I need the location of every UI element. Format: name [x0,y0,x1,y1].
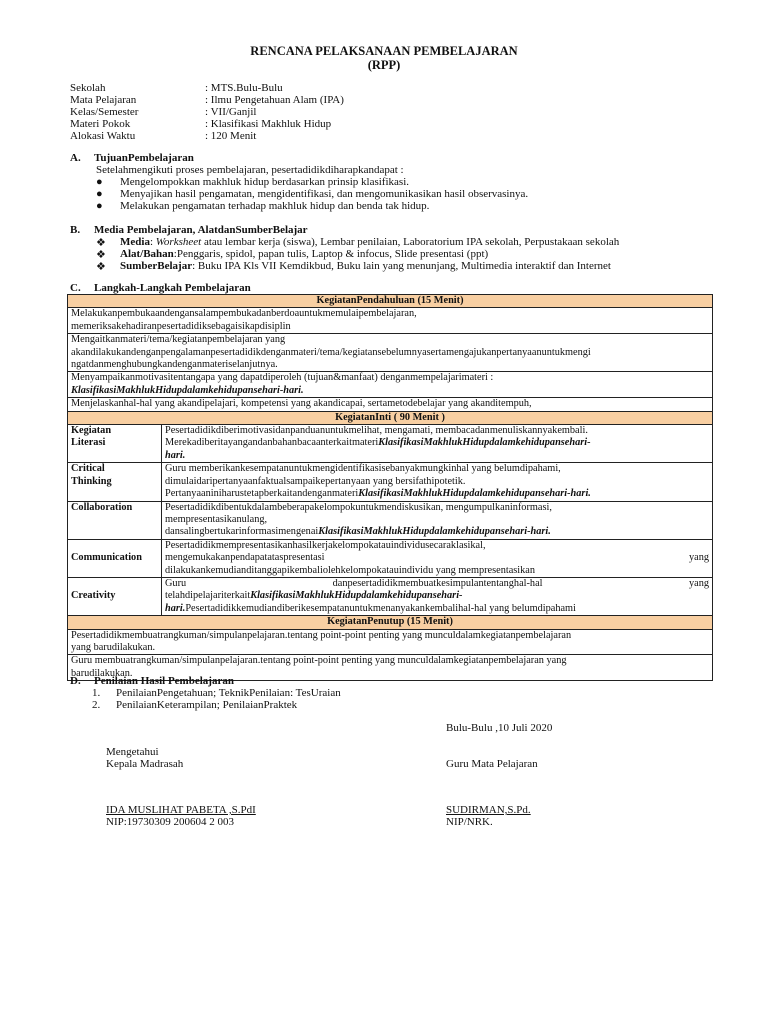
section-title: Media Pembelajaran, AlatdanSumberBelajar [94,224,308,236]
table-row: Mengaitkanmateri/tema/kegiatanpembelajaran yang akandilakukandenganpengalamanpesertadidikdenganmateri/tema/kegiatansebelumnyasertamengajukanpertanyaanuntukmengi ngatdanmenghubungkandenganmateriselanjutnya. [68,334,713,372]
penutup-header: KegiatanPenutup (15 Menit) [68,616,713,629]
table-row: Menjelaskanhal-hal yang akandipelajari, kompetensi yang akandicapai, sertametodebelajar yang akanditempuh, [68,398,713,411]
identity-label: Kelas/Semester [70,106,139,118]
table-row [68,577,713,615]
section-letter: C. [70,282,81,294]
teacher-name: SUDIRMAN,S.Pd. [446,804,531,816]
activity-label: Kegiatan Literasi [68,425,162,463]
document-title: RENCANA PELAKSANAAN PEMBELAJARAN [250,44,518,58]
table-row: Melakukanpembukaandengansalampembukadanberdoauntukmemulaipembelajaran, memeriksakehadiranpesertadidiksebagaisikapdisiplin [68,308,713,334]
identity-value: : Ilmu Pengetahuan Alam (IPA) [205,94,344,106]
section-letter: A. [70,152,81,164]
headmaster-nip: NIP:19730309 200604 2 003 [106,816,235,828]
identity-value: : VII/Ganjil [205,106,257,118]
headmaster-name: IDA MUSLIHAT PABETA ,S.PdI [106,804,256,816]
pendahuluan-header: KegiatanPendahuluan (15 Menit) [68,295,713,308]
activity-label: Collaboration [68,501,162,539]
identity-value: : MTS.Bulu-Bulu [205,82,283,94]
section-title: Langkah-Langkah Pembelajaran [94,282,251,294]
headmaster-title: Kepala Madrasah [106,758,184,770]
diamond-bullet-icon: ❖ [96,237,106,249]
activity-description: Pesertadidikmempresentasikanhasilkerjakelompokatauindividusecaraklasikal, mengemukakanpendapatataspresentasi yang dilakukankemudianditanggapikembaliolehkelompokatauindividu yang mempresentasikan [162,539,713,577]
section-title: Penilaian Hasil Pembelajaran [94,675,234,687]
learning-steps-table [67,294,713,681]
diamond-bullet-icon: ❖ [96,261,106,273]
inti-header: KegiatanInti ( 90 Menit ) [68,411,713,424]
bullet-icon: ● [96,176,103,188]
section-title: TujuanPembelajaran [94,152,194,164]
table-row [68,501,713,539]
rpp-document: RENCANA PELAKSANAAN PEMBELAJARAN (RPP) Sekolah : MTS.Bulu-Bulu Mata Pelajaran : Ilmu Pengetahuan Alam (IPA) Kelas/Semester : VII/Ganjil Materi Pokok : Klasifikasi Makhluk Hidup Alokasi Waktu : 120 Menit A. TujuanPembelajaran Setelahmengikuti proses pembelajaran, pesertadidikdiharapkandapat : ● Mengelompokkan makhluk hidup berdasarkan prinsip klasifikasi. ● Menyajikan hasil pengamatan, mengidentifikasi, dan mengomunikasikan hasil observasinya. ● Melakukan pengamatan terhadap makhluk hidup dan benda tak hidup. B. Media Pembelajaran, AlatdanSumberBelajar ❖ Media: Worksheet atau lembar kerja (siswa), Lembar penilaian, Laboratorium IPA sekolah, Perpustakaan sekolah ❖ Alat/Bahan:Penggaris, spidol, papan tulis, Laptop & infocus, Slide presentasi (ppt) ❖ SumberBelajar: Buku IPA Kls VII Kemdikbud, Buku lain yang menunjang, Multimedia interaktif dan Internet C. Langkah-Langkah Pembelajaran KegiatanPendahuluan (15 Menit) Melakukanpembukaandengansalampembukadanberdoauntukmemulaipembelajaran, memeriksakehadiranpesertadidiksebagaisikapdisiplin Mengaitkanmateri/tema/kegiatanpembelajaran yang akandilakukandenganpengalamanpesertadidikdenganmateri/tema/kegiatansebelumnyasertamengajukanpertanyaanuntukmengi ngatdanmenghubungkandenganmateriselanjutnya. Menyampaikanmotivasitentangapa yang dapatdiperoleh (tujuan&manfaat) denganmempelajarimateri : KlasifikasiMakhlukHidupdalamkehidupansehari-hari. Menjelaskanhal-hal yang akandipelajari, kompetensi yang akandicapai, sertametodebelajar yang akanditempuh, KegiatanInti ( 90 Menit ) Kegiatan Literasi Pesertadidikdiberimotivasidanpanduanuntukmelihat, mengamati, membacadanmenuliskannyakembali. MerekadiberitayangandanbahanbacaanterkaitmateriKlasifikasiMakhlukHidupdalamkehidupansehari- hari. Critical Thinking Guru memberikankesempatanuntukmengidentifikasisebanyakmungkinhal yang belumdipahami, dimulaidaripertanyaanfaktualsampaikepertanyaan yang bersifathipotetik. PertanyaaniniharustetapberkaitandenganmateriKlasifikasiMakhlukHidupdalamkehidupansehari-hari. Collaboration Pesertadidikdibentukdalambeberapakelompokuntukmendiskusikan, mengumpulkaninformasi, mempresentasikanulang, dansalingbertukarinformasimengenaiKlasifikasiMakhlukHidupdalamkehidupansehari-hari. Communication Pesertadidikmempresentasikanhasilkerjakelompokatauindividusecaraklasikal, mengemukakanpendapatataspresentasi yang dilakukankemudianditanggapikembaliolehkelompokatauindividu yang mempresentasikan Creativity Guru danpesertadidikmembuatkesimpulantentanghal-hal yang telahdipelajariterkaitKlasifikasiMakhlukHidupdalamkehidupansehari- hari.Pesertadidikkemudiandiberikesempatanuntukmenanyakankembalihal-hal yang belumdipahami KegiatanPenutup (15 Menit) Pesertadidikmembuatrangkuman/simpulanpelajaran.tentang point-point penting yang munculdalamkegiatanpembelajaran yang barudilakukan. Guru membuatrangkuman/simpulanpelajaran.tentang point-point penting yang munculdalamkegiatanpembelajaran yang barudilakukan. D. Penilaian Hasil Pembelajaran 1. PenilaianPengetahuan; TeknikPenilaian: TesUraian 2. PenilaianKeterampilan; PenilaianPraktek Bulu-Bulu ,10 Juli 2020 Mengetahui Kepala Madrasah Guru Mata Pelajaran IDA MUSLIHAT PABETA ,S.PdI NIP:19730309 200604 2 003 SUDIRMAN,S.Pd. NIP/NRK. [0,0,768,1024]
table-row [68,539,713,577]
activity-description: Pesertadidikdibentukdalambeberapakelompokuntukmendiskusikan, mengumpulkaninformasi, mempresentasikanulang, dansalingbertukarinformasimengenaiKlasifikasiMakhlukHidupdalamkehidupansehari-hari. [162,501,713,539]
section-letter: B. [70,224,81,236]
table-row: Menyampaikanmotivasitentangapa yang dapatdiperoleh (tujuan&manfaat) denganmempelajarimateri : KlasifikasiMakhlukHidupdalamkehidupansehari-hari. [68,372,713,398]
identity-label: Materi Pokok [70,118,131,130]
teacher-nip: NIP/NRK. [446,816,493,828]
table-row [68,463,713,501]
table-row: Pesertadidikmembuatrangkuman/simpulanpelajaran.tentang point-point penting yang munculdalamkegiatanpembelajaran yang barudilakukan. [68,629,713,655]
document-subtitle: (RPP) [367,58,401,72]
table-row [68,425,713,463]
acknowledged-label: Mengetahui [106,746,159,758]
activity-label: Creativity [68,577,162,615]
teacher-title: Guru Mata Pelajaran [446,758,538,770]
activity-description: Guru danpesertadidikmembuatkesimpulantentanghal-hal yang telahdipelajariterkaitKlasifikasiMakhlukHidupdalamkehidupansehari- hari.Pesertadidikkemudiandiberikesempatanuntukmenanyakankembalihal-hal yang belumdipahami [162,577,713,615]
bullet-icon: ● [96,188,103,200]
activity-label: Critical Thinking [68,463,162,501]
activity-description: Pesertadidikdiberimotivasidanpanduanuntukmelihat, mengamati, membacadanmenuliskannyakembali. MerekadiberitayangandanbahanbacaanterkaitmateriKlasifikasiMakhlukHidupdalamkehidupansehari- hari. [162,425,713,463]
section-a-intro: Setelahmengikuti proses pembelajaran, pesertadidikdiharapkandapat : [96,164,404,176]
identity-label: Mata Pelajaran [70,94,137,106]
identity-label: Sekolah [70,82,106,94]
identity-value: : 120 Menit [205,130,257,142]
place-date: Bulu-Bulu ,10 Juli 2020 [446,722,553,734]
section-letter: D. [70,675,81,687]
activity-label: Communication [68,539,162,577]
identity-value: : Klasifikasi Makhluk Hidup [205,118,332,130]
activity-description: Guru memberikankesempatanuntukmengidentifikasisebanyakmungkinhal yang belumdipahami, dimulaidaripertanyaanfaktualsampaikepertanyaan yang bersifathipotetik. PertanyaaniniharustetapberkaitandenganmateriKlasifikasiMakhlukHidupdalamkehidupansehari-hari. [162,463,713,501]
bullet-icon: ● [96,200,103,212]
table-row: Guru membuatrangkuman/simpulanpelajaran.tentang point-point penting yang munculdalamkegiatanpembelajaran yang barudilakukan. [68,655,713,681]
diamond-bullet-icon: ❖ [96,249,106,261]
identity-label: Alokasi Waktu [70,130,136,142]
